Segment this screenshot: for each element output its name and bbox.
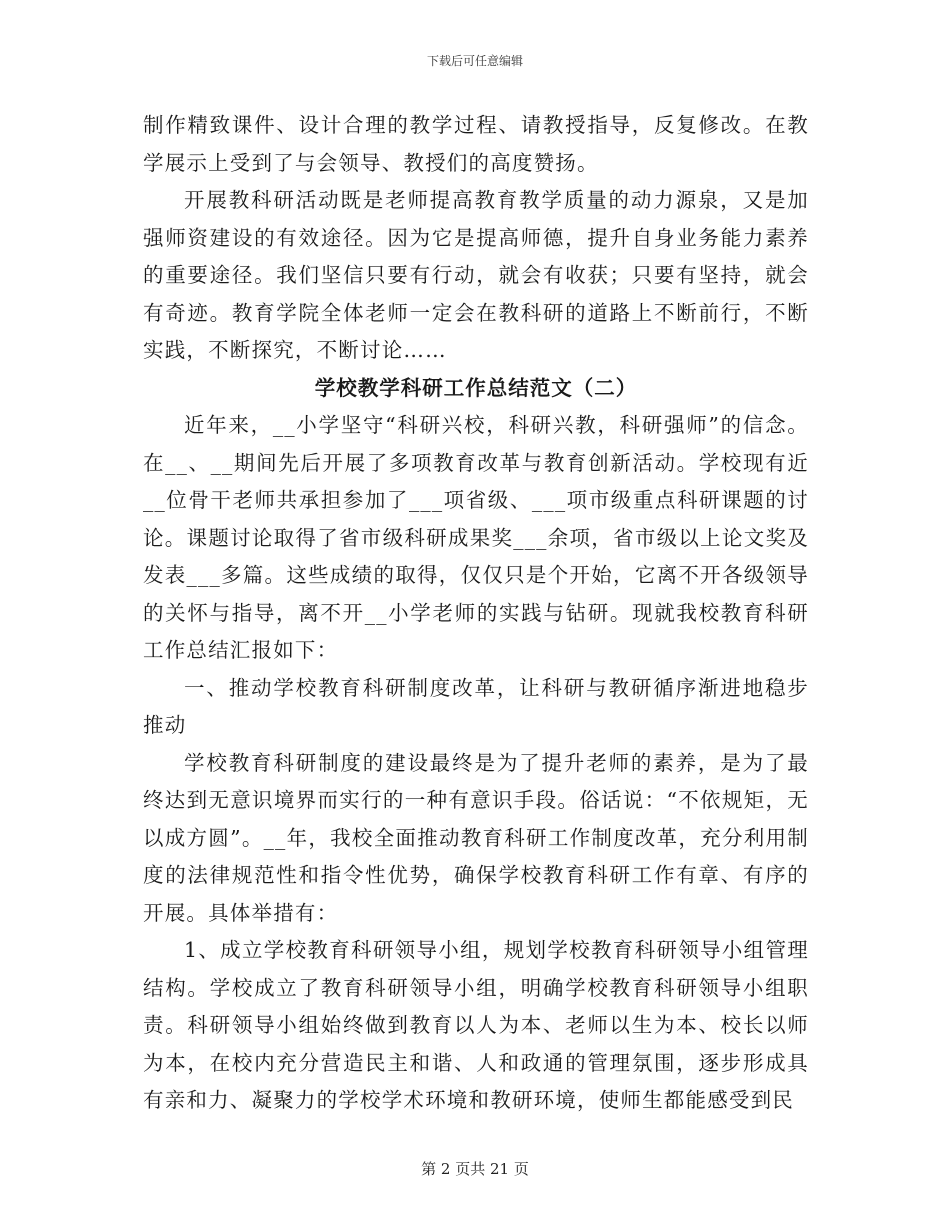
page-number: 第 2 页共 21 页: [421, 1160, 529, 1178]
page-header: 下载后可任意编辑: [426, 54, 523, 68]
paragraph: 学校教育科研制度的建设最终是为了提升老师的素养，是为了最终达到无意识境界而实行的一种有意识手段。俗话说：“不依规矩，无以成方圆”。__年，我校全面推动教育科研工作制度改革，充分利用制度的法律规范性和指令性优势，确保学校教育科研工作有章、有序的开展。具体举措有：: [143, 750, 809, 925]
paragraph: 1、成立学校教育科研领导小组，规划学校教育科研领导小组管理结构。学校成立了教育科研领导小组，明确学校教育科研领导小组职责。科研领导小组始终做到教育以人为本、老师以生为本、校长以师为本，在校内充分营造民主和谐、人和政通的管理氛围，逐步形成具有亲和力、凝聚力的学校学术环境和教研环境，使师生都能感受到民: [143, 938, 809, 1112]
document-body: [143, 107, 809, 1120]
paragraph: 近年来，__小学坚守“科研兴校，科研兴教，科研强师”的信念。在__、__期间先后开展了多项教育改革与教育创新活动。学校现有近__位骨干老师共承担参加了___项省级、___项市级重点科研课题的讨论。课题讨论取得了省市级科研成果奖___余项，省市级以上论文奖及发表___多篇。这些成绩的取得，仅仅只是个开始，它离不开各级领导的关怀与指导，离不开__小学老师的实践与钻研。现就我校教育科研工作总结汇报如下：: [143, 413, 809, 662]
paragraph: 开展教科研活动既是老师提高教育教学质量的动力源泉，又是加强师资建设的有效途径。因为它是提高师德，提升自身业务能力素养的重要途径。我们坚信只要有行动，就会有收获；只要有坚持，就会有奇迹。教育学院全体老师一定会在教科研的道路上不断前行，不断实践，不断探究，不断讨论……: [143, 188, 809, 362]
section-heading: 一、推动学校教育科研制度改革，让科研与教研循序渐进地稳步推动: [143, 675, 809, 737]
paragraph: 制作精致课件、设计合理的教学过程、请教授指导，反复修改。在教学展示上受到了与会领导、教授们的高度赞扬。: [143, 113, 809, 175]
section-title: 学校教学科研工作总结范文（二）: [314, 375, 638, 400]
